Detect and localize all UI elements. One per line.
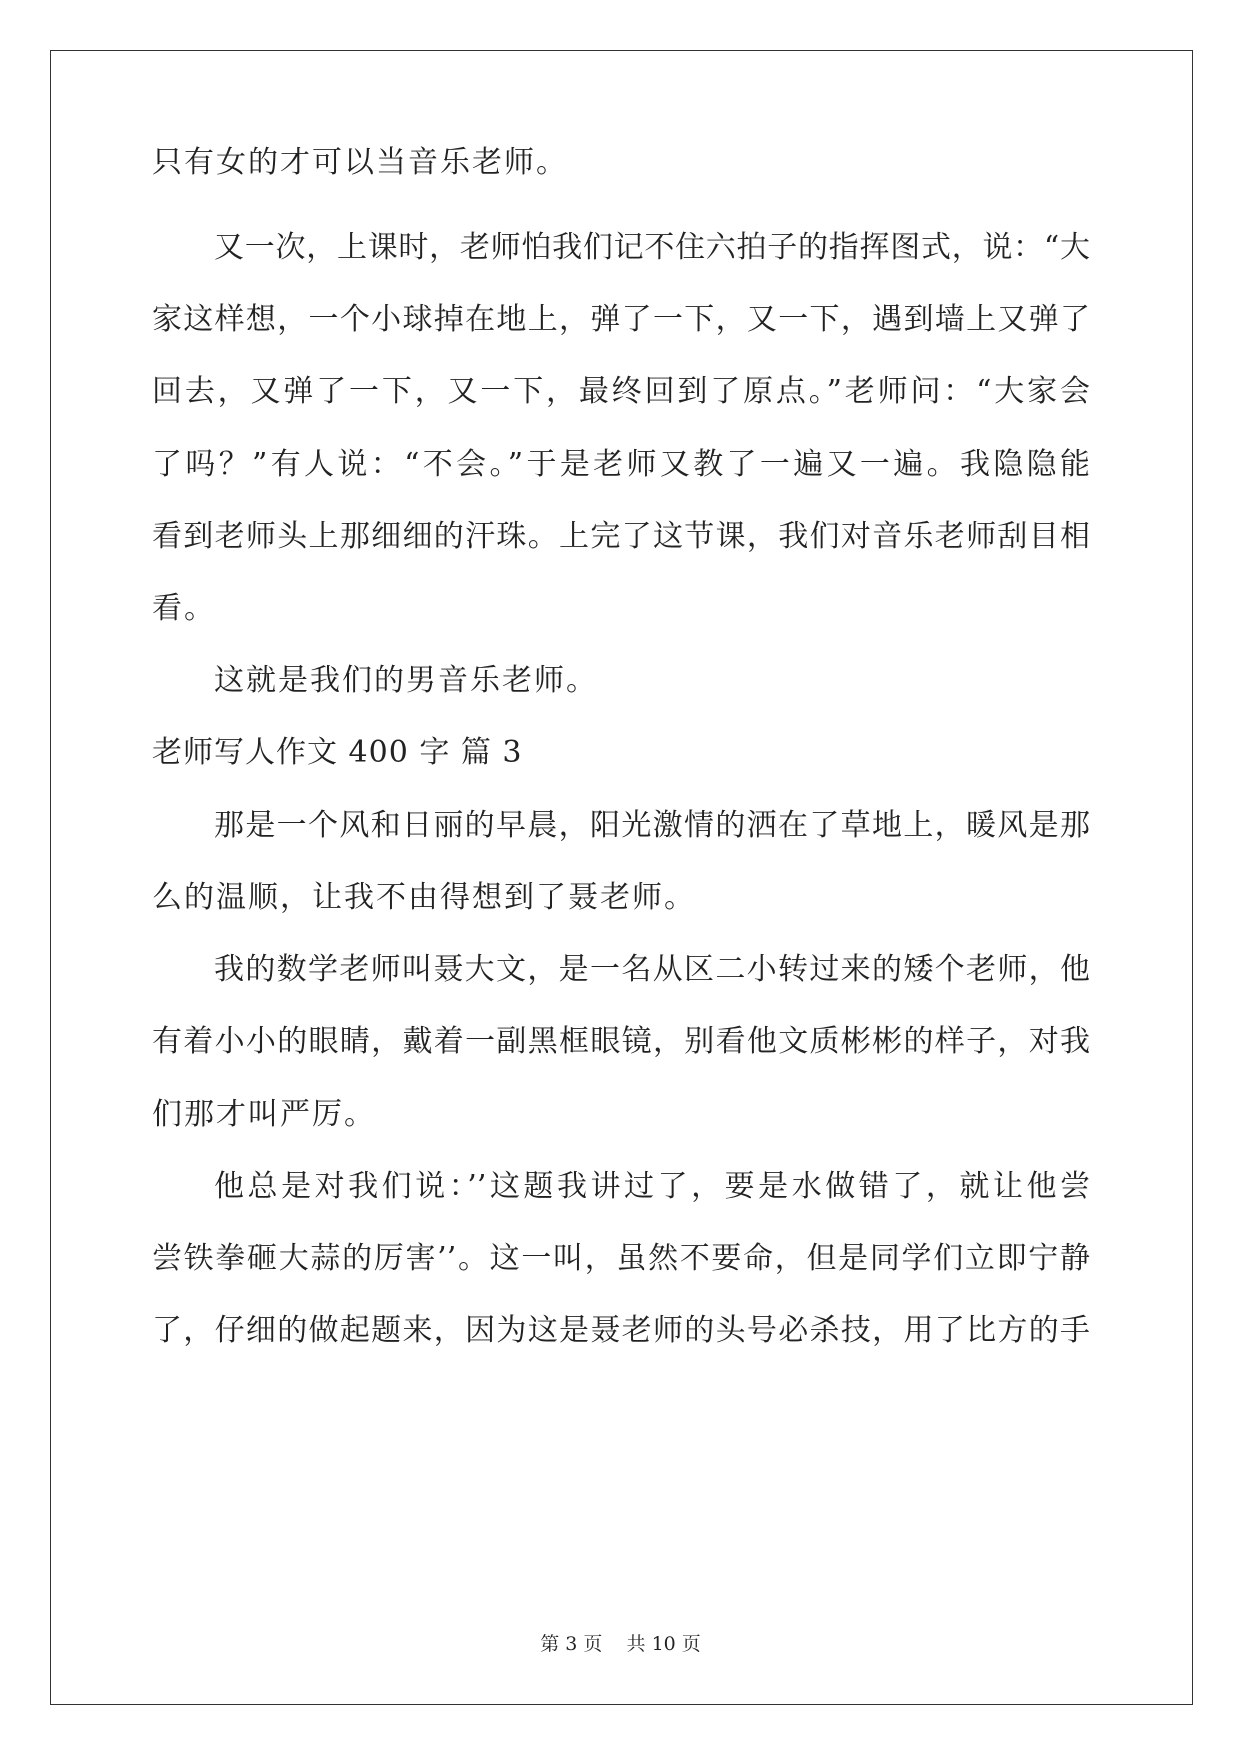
text-line: 他总是对我们说：’’这题我讲过了，要是水做错了，就让他尝 — [214, 1169, 1090, 1204]
text-line: 们那才叫严厉。 — [152, 1097, 376, 1132]
text-line: 么的温顺，让我不由得想到了聂老师。 — [152, 880, 696, 915]
text-line: 家这样想，一个小球掉在地上，弹了一下，又一下，遇到墙上又弹了 — [152, 302, 1090, 337]
text-line: 这就是我们的男音乐老师。 — [214, 663, 598, 698]
section-heading: 老师写人作文 400 字 篇 3 — [152, 735, 523, 770]
text-line: 尝铁拳砸大蒜的厉害’’。这一叫，虽然不要命，但是同学们立即宁静 — [152, 1241, 1090, 1276]
text-line: 那是一个风和日丽的早晨，阳光激情的洒在了草地上，暖风是那 — [214, 808, 1090, 843]
text-line: 我的数学老师叫聂大文，是一名从区二小转过来的矮个老师，他 — [214, 952, 1090, 987]
page-footer — [0, 1632, 1241, 1656]
text-line: 有着小小的眼睛，戴着一副黑框眼镜，别看他文质彬彬的样子，对我 — [152, 1024, 1090, 1059]
page-number: 第 3 页 共 10 页 — [540, 1633, 701, 1655]
text-line: 了吗？”有人说：“不会。”于是老师又教了一遍又一遍。我隐隐能 — [152, 447, 1090, 482]
text-line: 了，仔细的做起题来，因为这是聂老师的头号必杀技，用了比方的手 — [152, 1313, 1090, 1348]
text-line: 看到老师头上那细细的汗珠。上完了这节课，我们对音乐老师刮目相 — [152, 519, 1090, 554]
text-line: 回去，又弹了一下，又一下，最终回到了原点。”老师问：“大家会 — [152, 374, 1090, 409]
text-line: 只有女的才可以当音乐老师。 — [152, 145, 568, 180]
text-line: 又一次，上课时，老师怕我们记不住六拍子的指挥图式，说：“大 — [214, 230, 1090, 265]
text-line: 看。 — [152, 591, 216, 626]
